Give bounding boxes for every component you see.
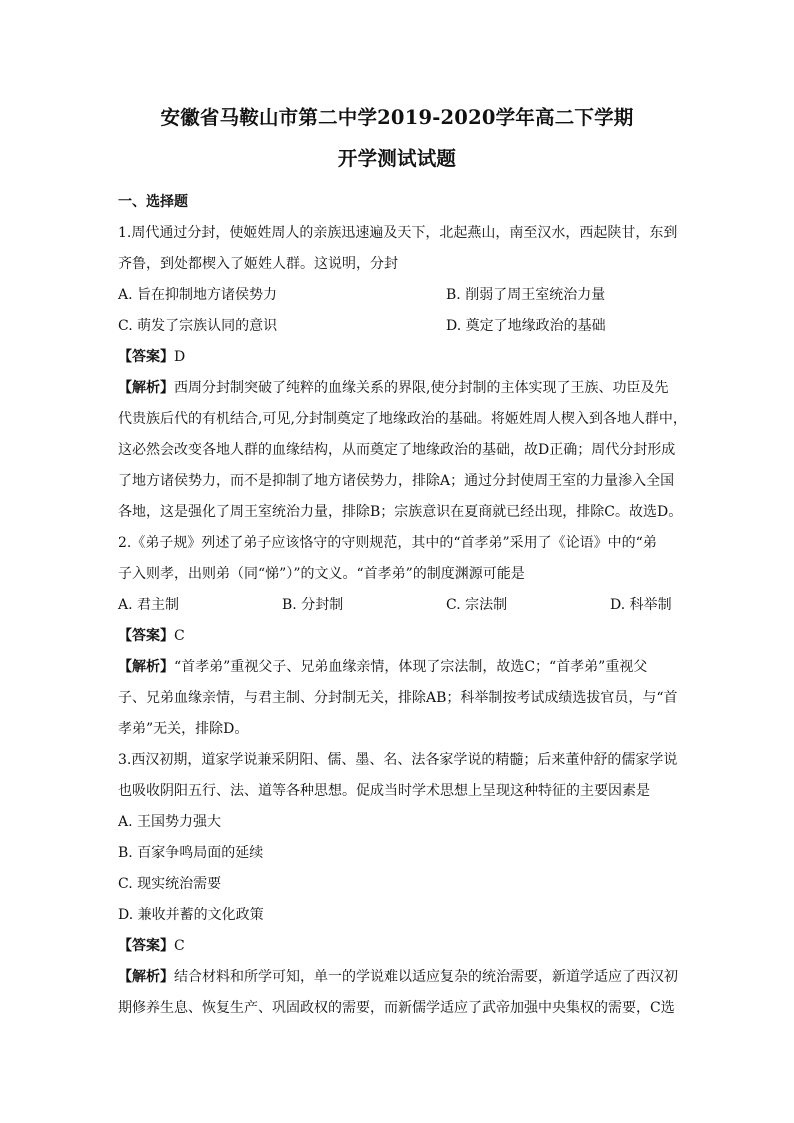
document-title-line-2: 开学测试试题 — [337, 147, 457, 170]
question-3-stem-line-1: 3.西汉初期，道家学说兼采阴阳、儒、墨、名、法各家学说的精髓；后来董仲舒的儒家学说 — [118, 752, 678, 768]
question-2-analysis-line-3: 孝弟”无关，排除D。 — [118, 721, 249, 737]
analysis-text: 西周分封制突破了纯粹的血缘关系的界限,使分封制的主体实现了王族、功臣及先 — [174, 380, 669, 396]
analysis-text: “首孝弟”重视父子、兄弟血缘亲情，体现了宗法制，故选C；“首孝弟”重视父 — [174, 659, 648, 675]
question-3-answer — [118, 931, 676, 962]
question-1-option-b: B. 削弱了周王室统治力量 — [446, 287, 606, 303]
analysis-label: 【解析】 — [118, 380, 174, 396]
question-3-analysis-line-2: 期修养生息、恢复生产、巩固政权的需要，而新儒学适应了武帝加强中央集权的需要，C选 — [118, 1000, 675, 1016]
question-1-analysis-line-5: 各地，这是强化了周王室统治力量，排除B；宗族意识在夏商就已经出现，排除C。故选D。 — [118, 504, 683, 520]
analysis-label: 【解析】 — [118, 969, 174, 985]
answer-label: 【答案】 — [118, 349, 174, 365]
question-2-stem-line-1: 2.《弟子规》列述了弟子应该恪守的守则规范，其中的“首孝弟”采用了《论语》中的“弟 — [118, 535, 657, 551]
question-2 — [118, 528, 676, 745]
question-1-options — [118, 280, 676, 342]
document-title-line-1: 安徽省马鞍山市第二中学2019-2020学年高二下学期 — [160, 106, 634, 129]
question-2-analysis-line-1 — [118, 652, 676, 683]
question-1-option-c: C. 萌发了宗族认同的意识 — [118, 318, 278, 334]
answer-value: C — [174, 628, 185, 644]
question-1-option-d: D. 奠定了地缘政治的基础 — [446, 318, 606, 334]
answer-label: 【答案】 — [118, 628, 174, 644]
question-1-analysis-line-3: 这必然会改变各地人群的血缘结构，从而奠定了地缘政治的基础，故D正确；周代分封形成 — [118, 442, 676, 458]
question-1-analysis-line-1 — [118, 373, 676, 404]
question-3 — [118, 745, 676, 1024]
question-1 — [118, 218, 687, 528]
question-2-answer — [118, 621, 676, 652]
question-1-stem-line-1: 1.周代通过分封，使姬姓周人的亲族迅速遍及天下，北起燕山，南至汉水，西起陕甘，东到 — [118, 225, 678, 241]
question-3-option-b: B. 百家争鸣局面的延续 — [118, 845, 264, 861]
question-1-analysis-line-4: 了地方诸侯势力，而不是抑制了地方诸侯势力，排除A；通过分封使周王室的力量渗入全国 — [118, 473, 675, 489]
question-2-option-d: D. 科举制 — [610, 597, 672, 613]
answer-value: C — [174, 938, 185, 954]
question-1-option-a: A. 旨在抑制地方诸侯势力 — [118, 287, 278, 303]
analysis-text: 结合材料和所学可知，单一的学说难以适应复杂的统治需要，新道学适应了西汉初 — [174, 969, 678, 985]
question-2-options — [118, 590, 676, 621]
question-1-stem-line-2: 齐鲁，到处都楔入了姬姓人群。这说明，分封 — [118, 256, 398, 272]
question-1-analysis-line-2: 代贵族后代的有机结合,可见,分封制奠定了地缘政治的基础。将姬姓周人楔入到各地人群中， — [118, 411, 687, 427]
question-2-stem-line-2: 子入则孝，出则弟（同“悌”）”的文义。“首孝弟”的制度渊源可能是 — [118, 566, 525, 582]
analysis-label: 【解析】 — [118, 659, 174, 675]
question-2-option-c: C. 宗法制 — [446, 597, 508, 613]
question-3-analysis-line-1 — [118, 962, 676, 993]
question-3-option-a: A. 王国势力强大 — [118, 814, 222, 830]
question-3-option-c: C. 现实统治需要 — [118, 876, 222, 892]
answer-label: 【答案】 — [118, 938, 174, 954]
answer-value: D — [174, 349, 186, 365]
question-2-option-b: B. 分封制 — [282, 597, 344, 613]
question-1-answer — [118, 342, 676, 373]
question-3-stem-line-2: 也吸收阴阳五行、法、道等各种思想。促成当时学术思想上呈现这种特征的主要因素是 — [118, 783, 650, 799]
question-3-option-d: D. 兼收并蓄的文化政策 — [118, 907, 264, 923]
question-2-analysis-line-2: 子、兄弟血缘亲情，与君主制、分封制无关，排除AB；科举制按考试成绩选拔官员，与“首 — [118, 690, 678, 706]
section-heading: 一、选择题 — [118, 194, 188, 210]
question-2-option-a: A. 君主制 — [118, 597, 180, 613]
